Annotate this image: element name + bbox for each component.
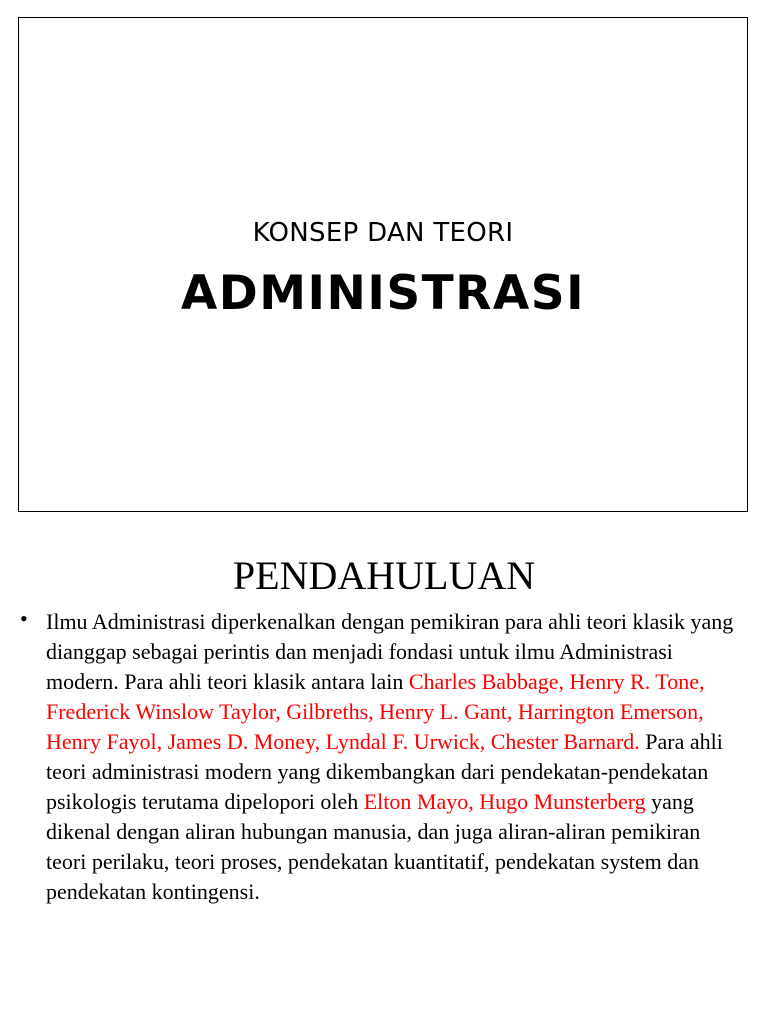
slide-subtitle: KONSEP DAN TEORI xyxy=(252,218,514,248)
bullet-marker: • xyxy=(20,606,28,631)
intro-paragraph xyxy=(46,607,736,907)
paragraph-text-3: yang dikenal dengan aliran hubungan manusia, dan juga aliran-aliran pemikiran teori perilaku, teori proses, pendekatan kuantitatif, pendekatan system dan pendekatan kontingensi. xyxy=(46,789,701,904)
slide-title: ADMINISTRASI xyxy=(180,266,586,321)
modern-theorists: Elton Mayo, Hugo Munsterberg xyxy=(363,789,646,814)
paragraph-text-2: Para ahli teori administrasi modern yang dikembangkan dari pendekatan-pendekatan psikologis terutama dipelopori oleh xyxy=(46,729,723,814)
title-slide xyxy=(18,17,748,512)
classical-theorists: Charles Babbage, Henry R. Tone, Frederick Winslow Taylor, Gilbreths, Henry L. Gant, Harrington Emerson, Henry Fayol, James D. Money, Lyndal F. Urwick, Chester Barnard. xyxy=(46,669,705,754)
paragraph-text-1: Ilmu Administrasi diperkenalkan dengan pemikiran para ahli teori klasik yang dianggap sebagai perintis dan menjadi fondasi untuk ilmu Administrasi modern. Para ahli teori klasik antara lain xyxy=(46,609,734,694)
section-heading: PENDAHULUAN xyxy=(232,553,536,598)
